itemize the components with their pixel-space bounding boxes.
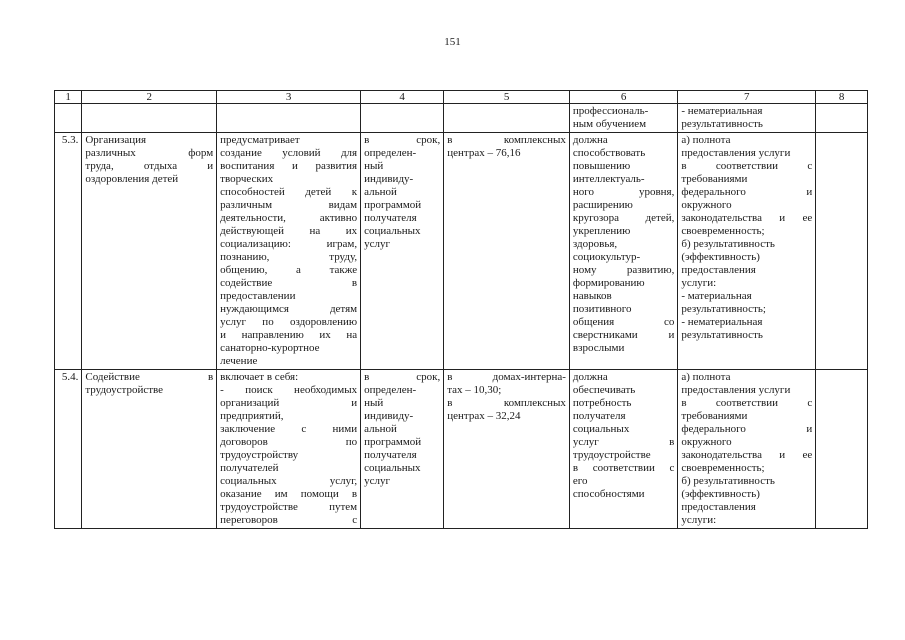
cell-text-line: повышению: [572, 160, 631, 172]
cell-text-line: альной: [364, 186, 397, 198]
cell-text-line: в срок,: [364, 134, 441, 146]
quality-indicators-cell: [569, 370, 677, 529]
cell-text-line: федерального и: [681, 186, 813, 198]
service-term-cell: [361, 133, 444, 370]
cell-text-line: санаторно-курортное: [220, 342, 320, 354]
cell-text-line: центрах – 76,16: [447, 147, 521, 159]
cell-text-line: предоставления услуги: [681, 384, 791, 396]
cell-text-line: федерального и: [681, 423, 813, 435]
cell-text-line: результативность: [681, 329, 763, 341]
cell-text-line: социальных: [364, 225, 421, 237]
table-cell: [816, 104, 868, 133]
cell-text-line: услуг: [364, 238, 390, 250]
table-cell: [569, 104, 677, 133]
cell-text-line: социальных: [572, 423, 630, 435]
cell-text-line: обеспечивать: [572, 384, 636, 396]
cell-text-line: Организация: [85, 134, 147, 146]
cell-text-line: б) результативность: [681, 475, 775, 487]
cell-text-line: требованиями: [681, 410, 748, 422]
cell-text-line: лечение: [220, 355, 258, 367]
cell-text-line: способностей детей к: [220, 186, 358, 198]
cell-text-line: определен-: [364, 147, 417, 159]
cell-text-line: услуг по оздоровлению: [220, 316, 358, 328]
cell-text-line: трудоустройстве путем: [220, 501, 358, 513]
cell-text-line: (эффективность): [681, 251, 760, 263]
cell-text-line: укреплению: [572, 225, 631, 237]
cell-text-line: способностями: [572, 488, 645, 500]
cell-text-line: в срок,: [364, 371, 441, 383]
cell-text-line: в соответствии с: [681, 397, 813, 409]
cell-text-line: предоставления услуги: [681, 147, 791, 159]
cell-text-line: результативность;: [681, 303, 766, 315]
cell-text-line: а) полнота: [681, 371, 731, 383]
cell-text-line: потребность: [572, 397, 632, 409]
column-header-2: 2: [82, 91, 217, 104]
cell-text-line: своевременность;: [681, 462, 765, 474]
cell-text-line: альной: [364, 423, 397, 435]
cell-text-line: ный: [364, 160, 384, 172]
cell-text-line: получателей: [220, 462, 279, 474]
services-table: [54, 90, 868, 529]
table-row-continuation: [55, 104, 868, 133]
cell-text-line: позитивного: [572, 303, 632, 315]
cell-text-line: предоставления: [681, 264, 756, 276]
cell-text-line: (эффективность): [681, 488, 760, 500]
cell-text-line: расширению: [572, 199, 633, 211]
evaluation-conditions-cell: [678, 133, 816, 370]
row-number: 5.3.: [55, 133, 82, 370]
cell-text-line: услуг: [364, 475, 390, 487]
cell-text-line: познанию, труду,: [220, 251, 358, 263]
table-cell: [444, 104, 570, 133]
cell-text-line: его: [572, 475, 588, 487]
page-number: 151: [444, 36, 461, 48]
cell-text-line: б) результативность: [681, 238, 775, 250]
cell-text-line: - нематериальная: [681, 105, 763, 117]
cell-text-line: - поиск необходимых: [220, 384, 358, 396]
cell-text-line: программой: [364, 199, 422, 211]
table-row: [55, 133, 868, 370]
cell-text-line: интеллектуаль-: [572, 173, 645, 185]
table-cell: [82, 104, 217, 133]
service-name-cell: [82, 133, 217, 370]
cell-text-line: заключение с ними: [220, 423, 358, 435]
cell-text-line: трудоустройстве: [572, 449, 651, 461]
cell-text-line: своевременность;: [681, 225, 765, 237]
cell-text-line: труда, отдыха и: [85, 160, 214, 172]
cell-text-line: предоставлении: [220, 290, 296, 302]
cell-text-line: взрослыми: [572, 342, 625, 354]
cell-text-line: - нематериальная: [681, 316, 763, 328]
cell-text-line: окружного: [681, 436, 732, 448]
cell-text-line: договоров по: [220, 436, 358, 448]
cell-text-line: центрах – 32,24: [447, 410, 521, 422]
service-description-cell: [217, 133, 361, 370]
cell-text-line: получателя: [572, 410, 626, 422]
cell-text-line: общению, а также: [220, 264, 358, 276]
cell-text-line: нуждающимся детям: [220, 303, 358, 315]
cell-text-line: социокультур-: [572, 251, 641, 263]
cell-text-line: должна: [572, 134, 608, 146]
cell-text-line: результативность: [681, 118, 763, 130]
tariff-cell: [444, 370, 570, 529]
column-header-5: 5: [444, 91, 570, 104]
cell-text-line: в комплексных: [447, 134, 566, 146]
cell-text-line: программой: [364, 436, 422, 448]
cell-text-line: различных форм: [85, 147, 214, 159]
cell-text-line: социальных: [364, 462, 421, 474]
cell-text-line: сверстниками и: [572, 329, 675, 341]
column-header-8: 8: [816, 91, 868, 104]
cell-text-line: создание условий для: [220, 147, 358, 159]
cell-text-line: в соответствии с: [572, 462, 675, 474]
cell-text-line: законодательства и ее: [681, 449, 813, 461]
column-header-7: 7: [678, 91, 816, 104]
cell-text-line: получателя: [364, 449, 417, 461]
cell-text-line: законодательства и ее: [681, 212, 813, 224]
cell-text-line: оздоровления детей: [85, 173, 179, 185]
cell-text-line: включает в себя:: [220, 371, 299, 383]
cell-text-line: должна: [572, 371, 608, 383]
column-header-3: 3: [217, 91, 361, 104]
cell-text-line: здоровья,: [572, 238, 618, 250]
cell-text-line: трудоустройстве: [85, 384, 164, 396]
table-cell: [55, 104, 82, 133]
cell-text-line: предоставления: [681, 501, 756, 513]
cell-text-line: индивиду-: [364, 173, 414, 185]
cell-text-line: ного уровня,: [572, 186, 675, 198]
cell-text-line: тах – 10,30;: [447, 384, 502, 396]
cell-text-line: а) полнота: [681, 134, 731, 146]
table-cell: [361, 104, 444, 133]
column-header-4: 4: [361, 91, 444, 104]
cell-text-line: услуг в: [572, 436, 675, 448]
cell-text-line: окружного: [681, 199, 732, 211]
table-row: [55, 370, 868, 529]
cell-text-line: профессиональ-: [572, 105, 649, 117]
cell-text-line: воспитания и развития: [220, 160, 358, 172]
cell-text-line: действующей на их: [220, 225, 358, 237]
cell-text-line: творческих: [220, 173, 274, 185]
cell-text-line: общения со: [572, 316, 675, 328]
table-cell: [678, 104, 816, 133]
cell-text-line: организаций и: [220, 397, 358, 409]
table-header-row: [55, 91, 868, 104]
cell-text-line: - материальная: [681, 290, 752, 302]
cell-text-line: услуги:: [681, 514, 717, 526]
cell-text-line: различным видам: [220, 199, 358, 211]
cell-text-line: социальных услуг,: [220, 475, 358, 487]
evaluation-conditions-cell: [678, 370, 816, 529]
quality-indicators-cell: [569, 133, 677, 370]
table-cell: [217, 104, 361, 133]
column-header-1: 1: [55, 91, 82, 104]
notes-cell: [816, 133, 868, 370]
row-number: 5.4.: [55, 370, 82, 529]
tariff-cell: [444, 133, 570, 370]
cell-text-line: способствовать: [572, 147, 646, 159]
cell-text-line: Содействие в: [85, 371, 214, 383]
cell-text-line: оказание им помощи в: [220, 488, 358, 500]
cell-text-line: ным обучением: [572, 118, 647, 130]
service-description-cell: [217, 370, 361, 529]
cell-text-line: получателя: [364, 212, 417, 224]
cell-text-line: предприятий,: [220, 410, 284, 422]
cell-text-line: навыков: [572, 290, 612, 302]
cell-text-line: предусматривает: [220, 134, 300, 146]
cell-text-line: в комплексных: [447, 397, 566, 409]
cell-text-line: содействие в: [220, 277, 358, 289]
cell-text-line: услуги:: [681, 277, 717, 289]
cell-text-line: и направлению их на: [220, 329, 358, 341]
cell-text-line: определен-: [364, 384, 417, 396]
cell-text-line: индивиду-: [364, 410, 414, 422]
cell-text-line: трудоустройству: [220, 449, 299, 461]
service-name-cell: [82, 370, 217, 529]
column-header-6: 6: [569, 91, 677, 104]
cell-text-line: в домах-интерна-: [447, 371, 566, 383]
cell-text-line: формированию: [572, 277, 645, 289]
cell-text-line: переговоров с: [220, 514, 358, 526]
cell-text-line: ный: [364, 397, 384, 409]
cell-text-line: в соответствии с: [681, 160, 813, 172]
cell-text-line: кругозора детей,: [572, 212, 675, 224]
notes-cell: [816, 370, 868, 529]
cell-text-line: ному развитию,: [572, 264, 675, 276]
cell-text-line: деятельности, активно: [220, 212, 358, 224]
cell-text-line: требованиями: [681, 173, 748, 185]
cell-text-line: социализацию: играм,: [220, 238, 358, 250]
service-term-cell: [361, 370, 444, 529]
